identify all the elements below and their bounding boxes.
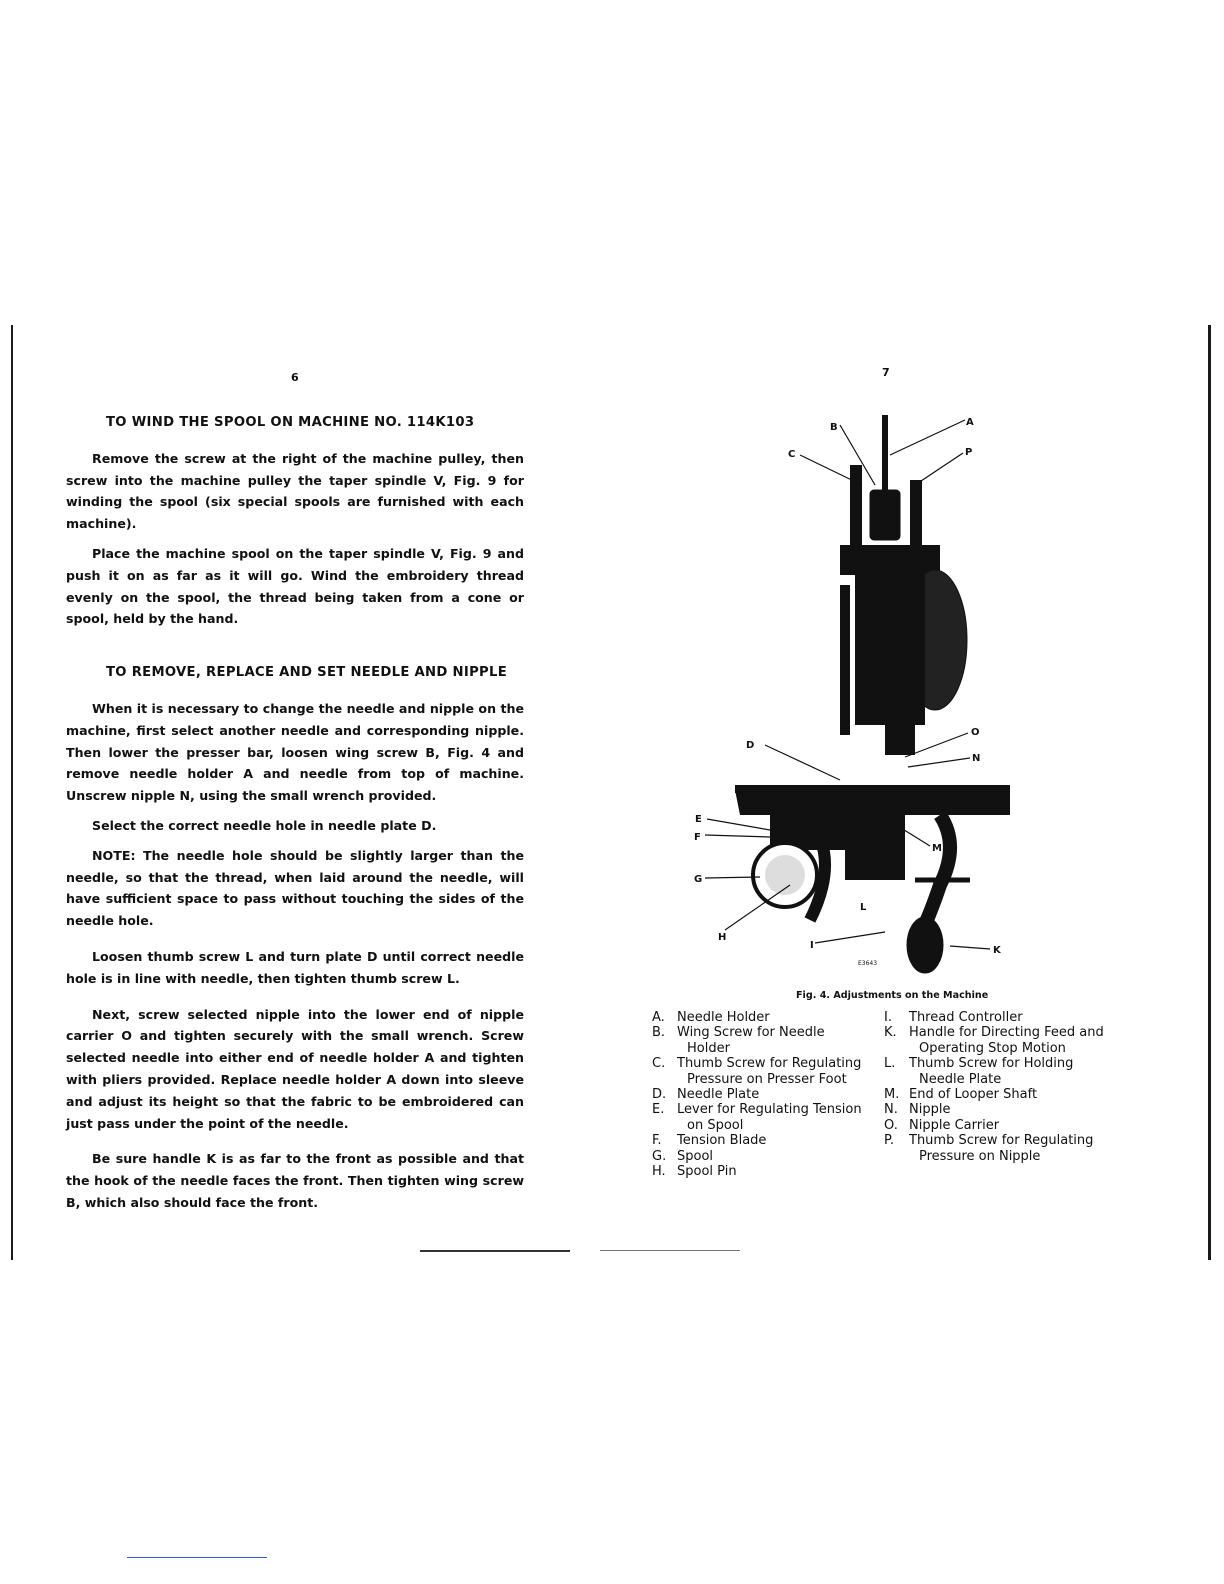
paragraph: Remove the screw at the right of the machine pulley, then screw into the machine pulley the taper spindle V, Fig. 9 for winding the spool (six special spools are furnished with each machine).	[66, 450, 524, 532]
callout-H: H	[718, 932, 727, 943]
legend-item	[884, 1133, 1124, 1164]
machine-illustration	[690, 405, 1010, 980]
legend-item	[884, 1025, 1124, 1056]
legend-label-cont: Operating Stop Motion	[919, 1040, 1066, 1056]
legend-letter: L.	[884, 1056, 896, 1072]
legend-text	[909, 1087, 1124, 1102]
paragraph: Place the machine spool on the taper spindle V, Fig. 9 and push it on as far as it will go. Wind the embroidery thread evenly on the spool, the thread being taken from a cone or spool, held by the hand.	[66, 545, 524, 627]
callout-P: P	[965, 447, 973, 458]
callout-G: G	[694, 874, 703, 885]
legend-column-right	[884, 1010, 1124, 1164]
legend-text	[677, 1087, 877, 1102]
callout-F: F	[694, 832, 701, 843]
scan-edge-right	[1208, 325, 1211, 1260]
legend-label: Thumb Screw for Holding	[909, 1056, 1074, 1072]
paragraph: Select the correct needle hole in needle plate D.	[92, 817, 437, 833]
link-underline[interactable]	[127, 1557, 267, 1558]
legend-item	[884, 1010, 1124, 1025]
callout-N: N	[972, 753, 981, 764]
legend-item	[652, 1056, 877, 1087]
left-page-body	[66, 412, 524, 1214]
legend-letter: C.	[652, 1056, 666, 1072]
heading-wind-spool: TO WIND THE SPOOL ON MACHINE NO. 114K103	[106, 415, 475, 430]
legend-item	[884, 1102, 1124, 1117]
legend-text	[909, 1118, 1124, 1133]
legend-letter: G.	[652, 1148, 667, 1164]
legend-label-cont: Needle Plate	[919, 1071, 1002, 1087]
legend-label: Thread Controller	[909, 1010, 1023, 1025]
legend-letter: H.	[652, 1164, 666, 1180]
legend-item	[652, 1010, 877, 1025]
page-number-left: 6	[291, 371, 299, 384]
legend-label: End of Looper Shaft	[909, 1087, 1038, 1103]
scan-edge-left	[11, 325, 13, 1260]
legend-label-cont: Pressure on Presser Foot	[687, 1071, 847, 1087]
callout-C: C	[788, 449, 796, 460]
legend-item	[652, 1164, 877, 1179]
legend-label: Handle for Directing Feed and	[909, 1025, 1104, 1041]
legend-label: Spool Pin	[677, 1164, 737, 1180]
legend-text	[677, 1010, 877, 1025]
callout-L: L	[860, 902, 867, 913]
legend-label: Wing Screw for Needle	[677, 1025, 825, 1041]
legend-letter: E.	[652, 1102, 665, 1118]
callout-E: E	[695, 814, 702, 825]
legend-item	[652, 1102, 877, 1133]
legend-label: Nipple	[909, 1102, 951, 1118]
legend-item	[884, 1056, 1124, 1087]
legend-letter: I.	[884, 1010, 892, 1025]
legend-letter: O.	[884, 1117, 898, 1133]
callout-B: B	[830, 422, 838, 433]
callout-I: I	[810, 940, 814, 951]
legend-text	[677, 1149, 877, 1164]
figure-stamp: E3643	[858, 960, 878, 967]
heading-needle-nipple: TO REMOVE, REPLACE AND SET NEEDLE AND NIPPLE	[106, 665, 508, 681]
legend-letter: N.	[884, 1102, 898, 1118]
legend-text	[909, 1056, 1124, 1087]
legend-text	[909, 1133, 1124, 1164]
paragraph: When it is necessary to change the needle and nipple on the machine, first select another needle and corresponding nipple. Then lower the presser bar, loosen wing screw B, Fig. 4 and remove needle holder A and needle from top of machine. Unscrew nipple N, using the small wrench provided.	[66, 700, 524, 804]
legend-label: Thumb Screw for Regulating	[677, 1056, 862, 1072]
legend-column-left	[652, 1010, 877, 1179]
legend-label-cont: Pressure on Nipple	[919, 1148, 1041, 1164]
page-number-right: 7	[882, 366, 890, 379]
note-paragraph: NOTE: The needle hole should be slightly larger than the needle, so that the thread, when laid around the needle, will have sufficient space to pass without touching the sides of the needle hole.	[66, 847, 524, 929]
legend-label: Thumb Screw for Regulating	[909, 1133, 1094, 1149]
legend-text	[909, 1102, 1124, 1117]
legend-letter: A.	[652, 1010, 665, 1025]
legend-item	[884, 1087, 1124, 1102]
legend-item	[652, 1133, 877, 1148]
paragraph: Loosen thumb screw L and turn plate D until correct needle hole is in line with needle, then tighten thumb screw L.	[66, 948, 524, 986]
legend-text	[677, 1133, 877, 1148]
figure-caption: Fig. 4. Adjustments on the Machine	[796, 990, 989, 1001]
callout-M: M	[932, 843, 942, 854]
scan-artifact	[400, 1250, 740, 1253]
callout-O: O	[971, 727, 980, 738]
legend-item	[652, 1025, 877, 1056]
legend-text	[677, 1164, 877, 1179]
legend-text	[677, 1056, 877, 1087]
callout-K: K	[993, 945, 1001, 956]
legend-text	[677, 1102, 877, 1133]
callout-D: D	[746, 740, 755, 751]
legend-text	[909, 1025, 1124, 1056]
legend-letter: D.	[652, 1087, 667, 1103]
legend-label: Lever for Regulating Tension	[677, 1102, 862, 1118]
legend-text	[677, 1025, 877, 1056]
callout-A: A	[966, 417, 974, 428]
legend-label-cont: Holder	[687, 1040, 730, 1056]
legend-letter: M.	[884, 1087, 900, 1103]
legend-label: Nipple Carrier	[909, 1117, 1000, 1133]
paragraph: Be sure handle K is as far to the front as possible and that the hook of the needle faces the front. Then tighten wing screw B, which also should face the front.	[66, 1151, 524, 1210]
legend-item	[652, 1087, 877, 1102]
legend-item	[884, 1118, 1124, 1133]
paragraph: Next, screw selected nipple into the lower end of nipple carrier O and tighten securely with the small wrench. Screw selected needle into either end of needle holder A and tighten with pliers provided. Replace needle holder A down into sleeve and adjust its height so that the fabric to be embroidered can just pass under the point of the needle.	[66, 1006, 524, 1131]
legend-label: Spool	[677, 1148, 714, 1164]
legend-label-cont: on Spool	[687, 1117, 744, 1133]
legend-letter: P.	[884, 1133, 894, 1149]
legend-letter: K.	[884, 1025, 897, 1041]
legend-text	[909, 1010, 1124, 1025]
legend-letter: B.	[652, 1025, 666, 1041]
legend-letter: F.	[652, 1133, 662, 1149]
legend-label: Needle Plate	[677, 1087, 760, 1103]
legend-item	[652, 1149, 877, 1164]
legend-label: Tension Blade	[677, 1133, 767, 1149]
legend-label: Needle Holder	[677, 1010, 770, 1025]
